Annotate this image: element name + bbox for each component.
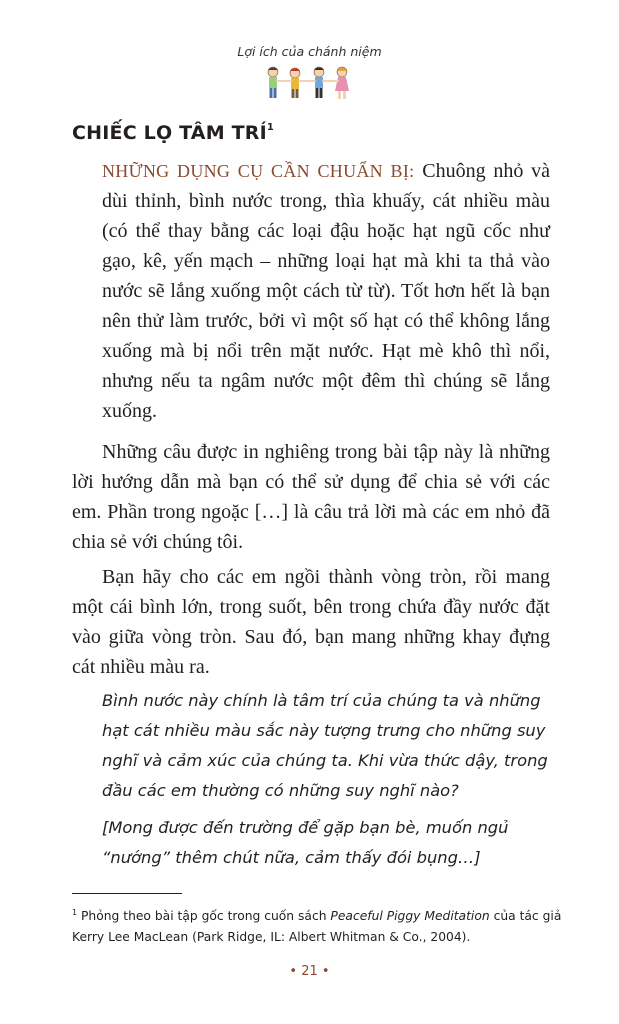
footnote-marker: 1 (72, 908, 78, 917)
running-header: Lợi ích của chánh niệm (237, 44, 382, 59)
children-illustration (263, 64, 355, 104)
section-title-text: CHIẾC LỌ TÂM TRÍ (72, 122, 267, 144)
circle-paragraph: Bạn hãy cho các em ngồi thành vòng tròn, rồi mang một cái bình lớn, trong suốt, bên trong chứa đầy nước đặt vào giữa vòng tròn. Sau đó, bạn mang những khay đựng cát nhiều màu ra. (72, 566, 550, 678)
italic-prompt: Bình nước này chính là tâm trí của chúng ta và những hạt cát nhiều màu sắc này tượng trưng cho những suy nghĩ và cảm xúc của chúng ta. Khi vừa thức dậy, trong đầu các em thường có những suy nghĩ nào? (102, 691, 548, 800)
child-figure-2 (290, 68, 300, 98)
page-number: • 21 • (289, 964, 330, 979)
footnote-divider (72, 893, 182, 894)
child-figure-4 (335, 67, 349, 99)
materials-text: Chuông nhỏ và dùi thỉnh, bình nước trong, thìa khuấy, cát nhiều màu (có thể thay bằng các loại đậu hoặc hạt ngũ cốc như gạo, kê, yến mạch – những loại hạt mà khi ta thả vào nước sẽ lắng xuống một cách từ từ). Tốt hơn hết là bạn nên thử làm trước, bởi vì một số hạt có thể không lắng xuống mà bị nổi trên mặt nước. Hạt mè khô thì nổi, nhưng nếu ta ngâm nước một đêm thì chúng sẽ lắng xuống. (102, 160, 550, 422)
materials-paragraph (102, 156, 550, 426)
materials-label: NHỮNG DỤNG CỤ CẦN CHUẨN BỊ: (102, 161, 415, 181)
intro-paragraph: Những câu được in nghiêng trong bài tập này là những lời hướng dẫn mà bạn có thể sử dụng để chia sẻ với các em. Phần trong ngoặc […] là câu trả lời mà các em nhỏ đã chia sẻ với chúng tôi. (72, 441, 550, 553)
footnote-reference: 1 (266, 121, 275, 133)
footnote-text-after: của tác giả Kerry Lee MacLean (Park Ridge, IL: Albert Whitman & Co., 2004). (72, 909, 562, 945)
footnote-book-title: Peaceful Piggy Meditation (330, 909, 490, 924)
footnote-text-before: Phỏng theo bài tập gốc trong cuốn sách (77, 909, 331, 924)
child-figure-1 (268, 67, 278, 98)
children-answer: [Mong được đến trường để gặp bạn bè, muốn ngủ “nướng” thêm chút nữa, cảm thấy đói bụng…] (102, 818, 509, 867)
section-title (72, 122, 274, 144)
footnote (72, 902, 562, 948)
child-figure-3 (314, 67, 324, 98)
